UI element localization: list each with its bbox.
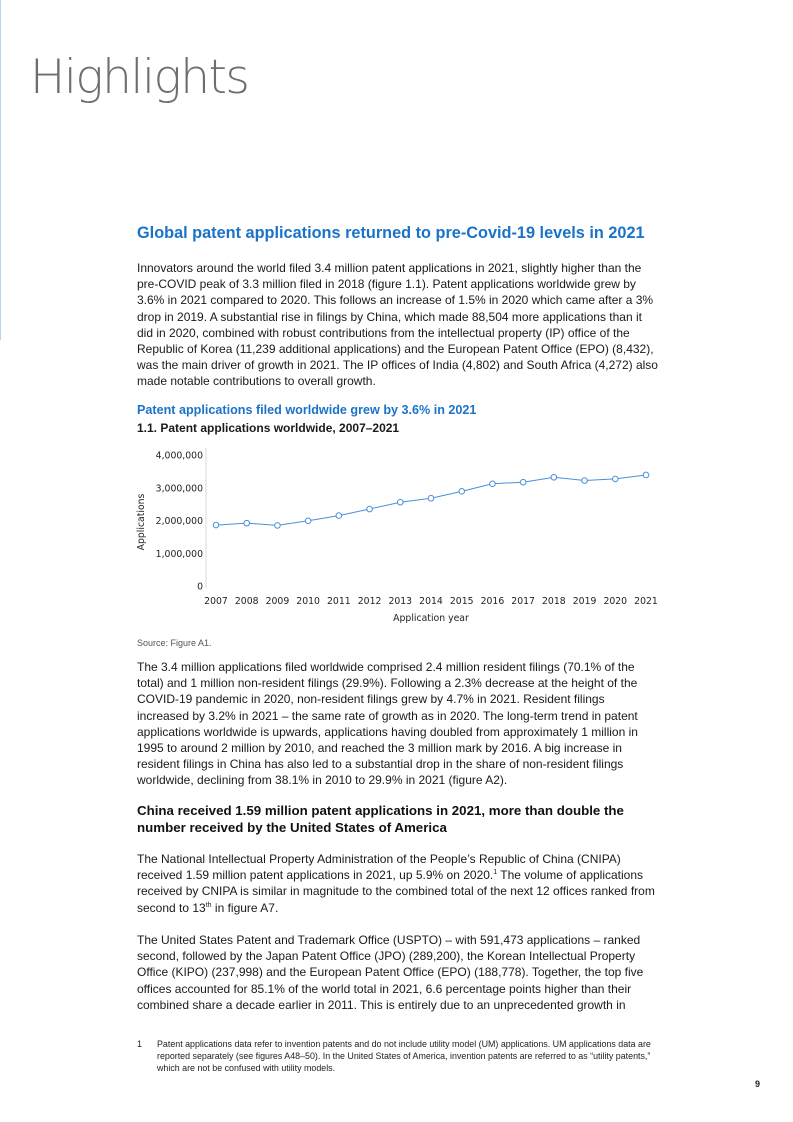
intro-paragraph: Innovators around the world filed 3.4 million patent applications in 2021, slightly higher than the pre-COVID peak of 3.3 million filed in 2018 (figure 1.1). Patent applications worldwide grew by 3.6% in 2021 compared to 2020. This follows an increase of 1.5% in 2020 which came after a 3% drop in 2019. A substantial rise in filings by China, which made 88,504 more applications than it did in 2020, combined with robust contributions from the intellectual property (IP) office of the Republic of Korea (11,239 additional applications) and the European Patent Office (EPO) (8,432), was the main driver of growth in 2021. The IP offices of India (4,802) and South Africa (4,272) also made notable contributions to overall growth. <box>137 261 658 389</box>
y-axis-title: Applications <box>136 493 147 551</box>
x-tick-label: 2017 <box>511 596 535 607</box>
x-tick-label: 2020 <box>603 596 628 607</box>
china-subheading: China received 1.59 million patent applications in 2021, more than double the number received by the United States of America <box>137 803 624 835</box>
x-tick-label: 2015 <box>449 596 474 607</box>
figure-caption: 1.1. Patent applications worldwide, 2007–2021 <box>137 421 400 435</box>
applications-line-chart <box>130 440 670 630</box>
x-tick-label: 2021 <box>634 596 658 607</box>
x-tick-label: 2012 <box>357 596 382 607</box>
y-tick-label: 1,000,000 <box>155 548 203 560</box>
x-axis-title: Application year <box>393 613 469 624</box>
data-point <box>582 478 588 484</box>
data-point <box>275 523 281 529</box>
figure-headline: Patent applications filed worldwide grew by 3.6% in 2021 <box>137 403 477 417</box>
data-point <box>612 476 618 482</box>
figure-source-note: Source: Figure A1. <box>137 638 212 648</box>
cnipa-text-part3: in figure A7. <box>211 900 279 915</box>
section-heading: Global patent applications returned to pre-Covid-19 levels in 2021 <box>137 224 645 242</box>
cnipa-text-part2: The volume of applications received by CNIPA is similar in magnitude to the combined total of the next 12 offices ranked from second to 13 <box>137 868 655 915</box>
data-point <box>459 489 465 495</box>
data-point <box>244 520 250 526</box>
resident-filings-paragraph: The 3.4 million applications filed worldwide comprised 2.4 million resident filings (70.1% of the total) and 1 million non-resident filings (29.9%). Following a 2.3% decrease at the height of the COVID-19 pandemic in 2020, non-resident filings grew by 4.7% in 2021. Resident filings increased by 3.2% in 2021 – the same rate of growth as in 2020. The long-term trend in patent applications worldwide is upwards, applications having doubled from approximately 1 million in 1995 to around 2 million by 2010, and reached the 3 million mark by 2016. A big increase in resident filings in China has also led to a substantial drop in the share of non-resident filings worldwide, declining from 38.1% in 2010 to 29.9% in 2021 (figure A2). <box>137 660 638 788</box>
x-axis <box>204 596 658 607</box>
y-tick-label: 2,000,000 <box>155 516 203 527</box>
x-tick-label: 2010 <box>296 596 320 607</box>
x-tick-label: 2008 <box>234 596 259 607</box>
y-axis <box>156 448 206 593</box>
data-point <box>305 518 311 524</box>
x-tick-label: 2014 <box>419 596 443 607</box>
page-edge-rule <box>0 0 1 340</box>
x-tick-label: 2011 <box>327 596 351 607</box>
data-point <box>428 495 434 501</box>
x-tick-label: 2007 <box>204 596 228 607</box>
ordinal-suffix: th <box>205 901 212 909</box>
y-tick-label: 4,000,000 <box>155 450 203 462</box>
data-point <box>213 522 219 528</box>
x-tick-label: 2009 <box>265 596 290 607</box>
top-offices-paragraph: The United States Patent and Trademark Office (USPTO) – with 591,473 applications – ranked second, followed by the Japan Patent Office (JPO) (289,200), the Korean Intellectual Property Office (KIPO) (237,998) and the European Patent Office (EPO) (188,778). Together, the top five offices accounted for 85.1% of the world total in 2021, 6.6 percentage points higher than their combined share a decade earlier in 2011. This is entirely due to an unprecedented growth in <box>137 933 644 1012</box>
x-tick-label: 2016 <box>480 596 505 607</box>
footnote-text: Patent applications data refer to invention patents and do not include utility model (UM) applications. UM applications data are reported separately (see figures A48–50). In the United States of America, invention patents are referred to as “utility patents,” which are not be confused with utility models. <box>157 1039 651 1073</box>
data-markers <box>213 472 649 528</box>
data-point <box>367 506 373 512</box>
data-point <box>490 481 496 487</box>
data-point <box>643 472 649 478</box>
x-tick-label: 2019 <box>572 596 597 607</box>
x-tick-label: 2013 <box>388 596 413 607</box>
data-point <box>520 479 526 485</box>
data-point <box>397 499 403 505</box>
y-tick-label: 0 <box>197 581 203 593</box>
footnote-reference[interactable]: 1 <box>493 869 498 877</box>
x-tick-label: 2018 <box>542 596 566 607</box>
footnote-number: 1 <box>137 1039 143 1049</box>
page-title: Highlights <box>30 50 249 105</box>
cnipa-text-part1: The National Intellectual Property Administration of the People’s Republic of China (CNIPA) received 1.59 million patent applications in 2021, up 5.9% on 2020. <box>137 852 621 883</box>
cnipa-paragraph <box>137 851 659 916</box>
data-point <box>551 474 557 480</box>
y-tick-label: 3,000,000 <box>155 483 203 495</box>
data-point <box>336 513 342 519</box>
page-number: 9 <box>755 1079 761 1089</box>
